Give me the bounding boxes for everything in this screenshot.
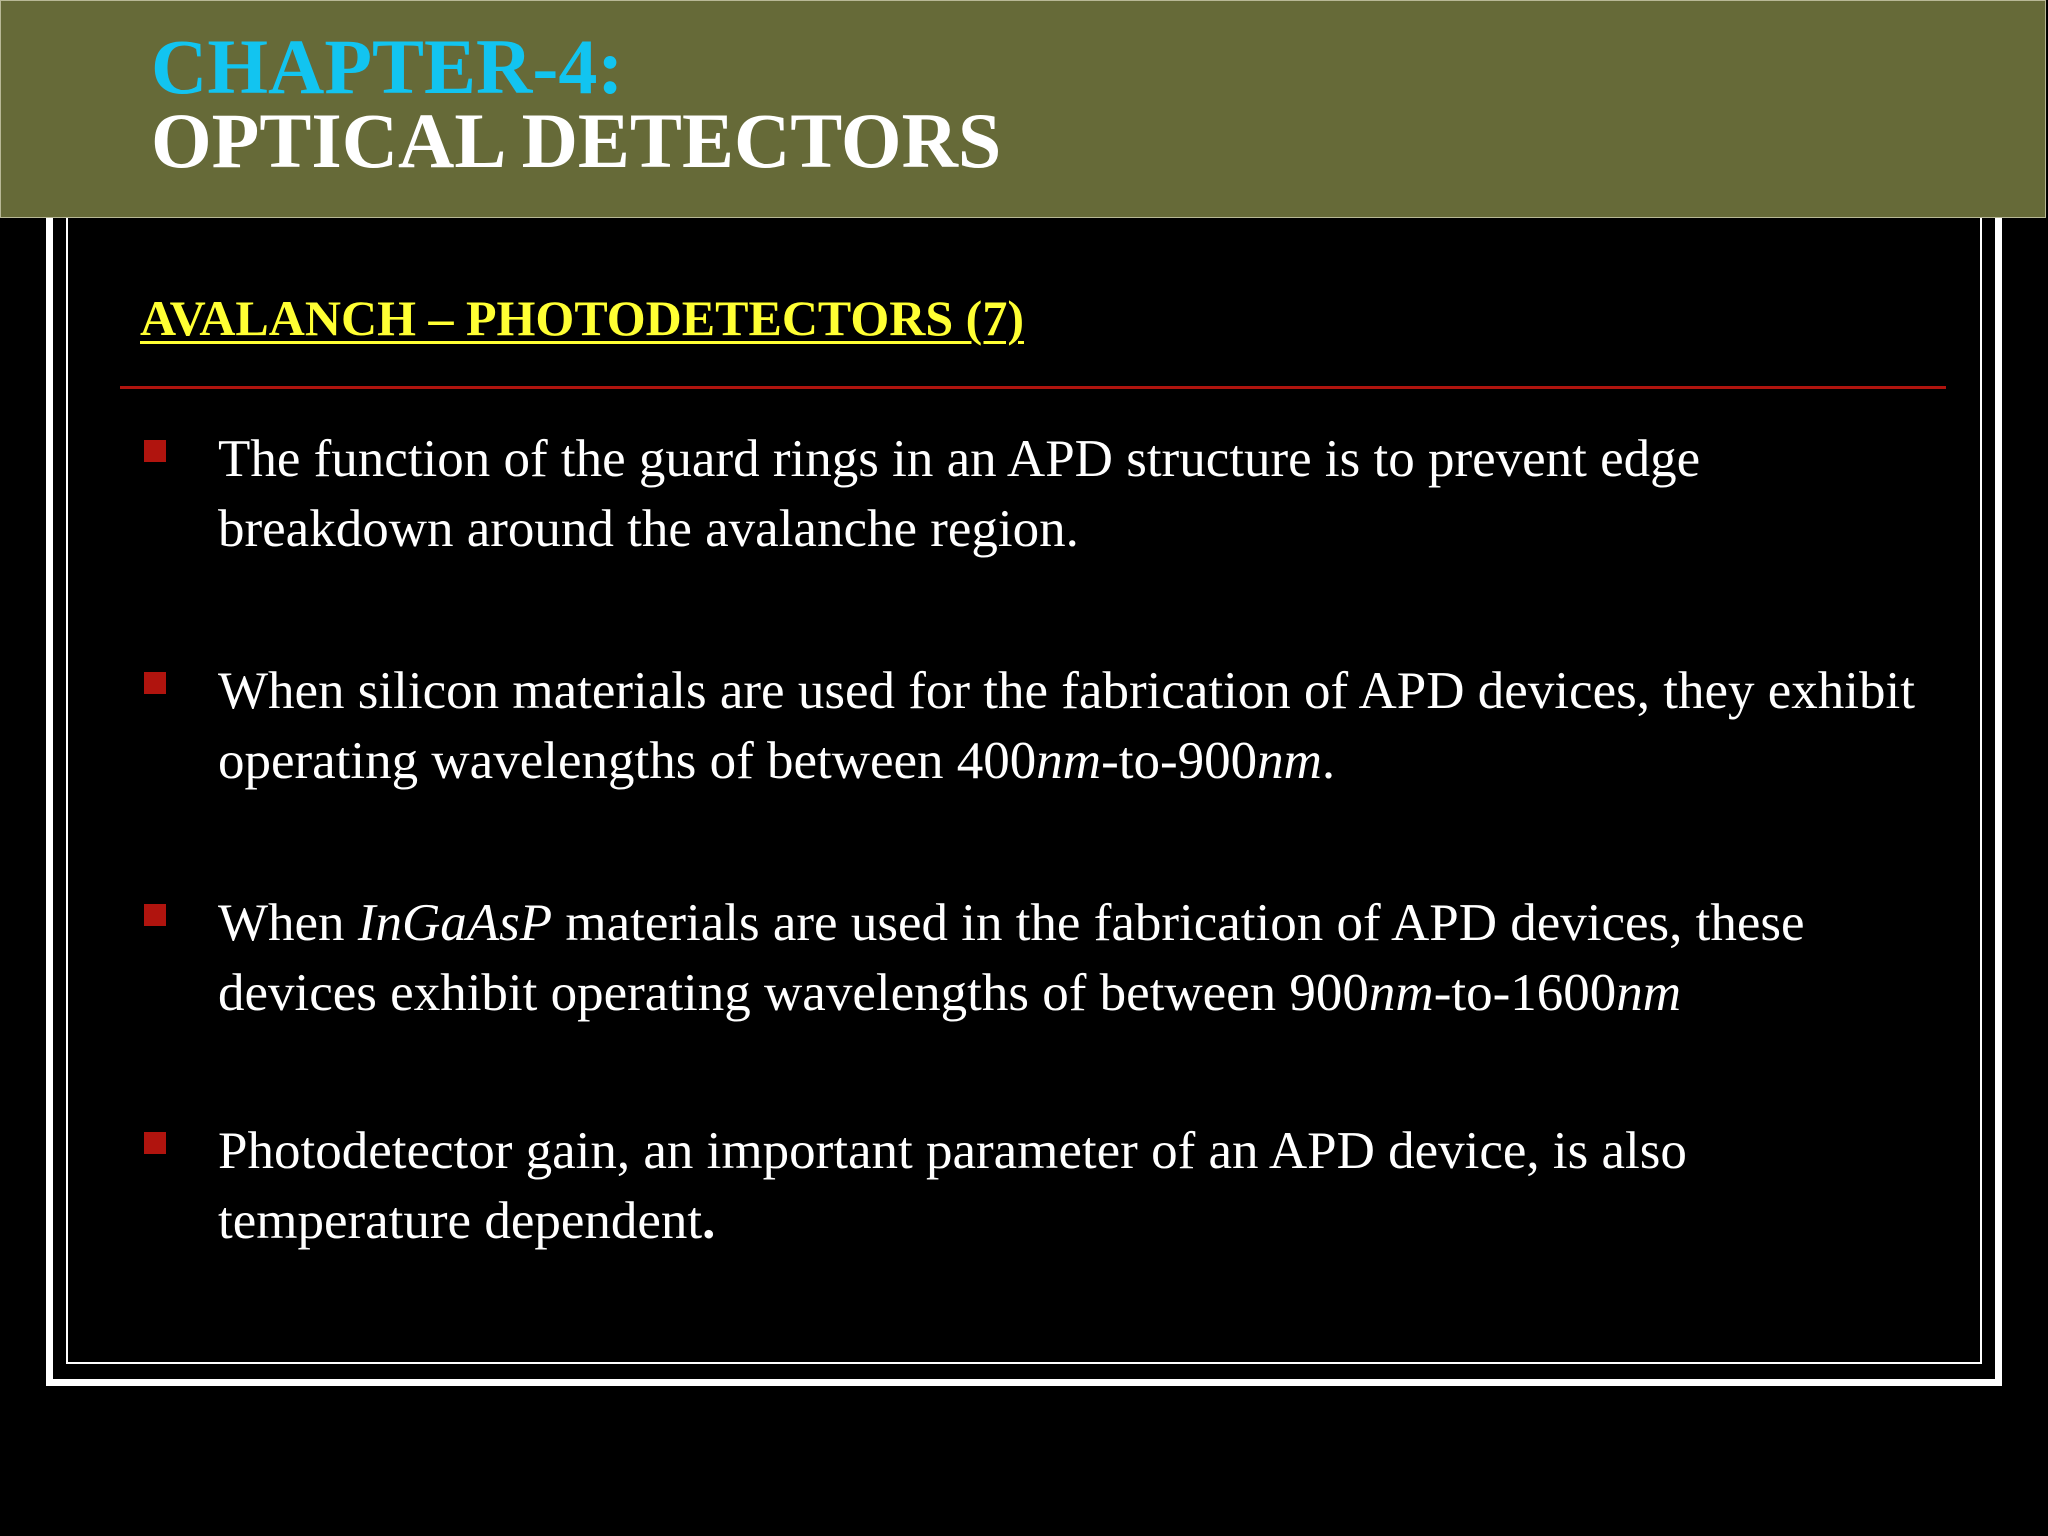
chapter-label: CHAPTER-4: bbox=[151, 23, 624, 110]
bullet-text-run: . bbox=[1321, 732, 1336, 790]
bullet-text-run: When bbox=[218, 894, 358, 952]
bullet-text bbox=[218, 888, 1942, 1028]
list-item bbox=[142, 888, 1942, 1028]
list-item bbox=[142, 1116, 1942, 1256]
list-item bbox=[142, 656, 1942, 796]
square-bullet-icon bbox=[144, 1132, 166, 1154]
square-bullet-icon bbox=[144, 904, 166, 926]
bullet-text-run: materials are used in the fabrication of APD devices, these devices exhibit operating wavelengths of between 900 bbox=[218, 894, 1805, 1022]
list-item bbox=[142, 424, 1942, 564]
unit-text: nm bbox=[1036, 732, 1102, 790]
page-title: OPTICAL DETECTORS bbox=[151, 97, 1002, 184]
bullet-text bbox=[218, 1116, 1942, 1256]
unit-text: nm bbox=[1616, 964, 1682, 1022]
bullet-text bbox=[218, 424, 1942, 564]
bullet-text-run: -to-1600 bbox=[1433, 964, 1617, 1022]
divider-line bbox=[120, 386, 1946, 389]
unit-text: nm bbox=[1368, 964, 1434, 1022]
bullet-text-end: . bbox=[702, 1192, 716, 1250]
square-bullet-icon bbox=[144, 440, 166, 462]
bullet-text-run: -to-900 bbox=[1101, 732, 1258, 790]
bullet-text-run: When silicon materials are used for the fabrication of APD devices, they exhibit operating wavelengths of between 400 bbox=[218, 662, 1915, 790]
section-heading: AVALANCH – PHOTODETECTORS (7) bbox=[140, 290, 1024, 346]
square-bullet-icon bbox=[144, 672, 166, 694]
header-band bbox=[0, 0, 2046, 218]
bullet-text-run: Photodetector gain, an important parameter of an APD device, is also temperature dependent bbox=[218, 1122, 1687, 1250]
bullet-text-run: The function of the guard rings in an APD structure is to prevent edge breakdown around the avalanche region. bbox=[218, 430, 1701, 558]
material-name: InGaAsP bbox=[357, 894, 553, 952]
unit-text: nm bbox=[1257, 732, 1322, 790]
bullet-text bbox=[218, 656, 1942, 796]
bullet-list bbox=[142, 424, 1942, 1348]
